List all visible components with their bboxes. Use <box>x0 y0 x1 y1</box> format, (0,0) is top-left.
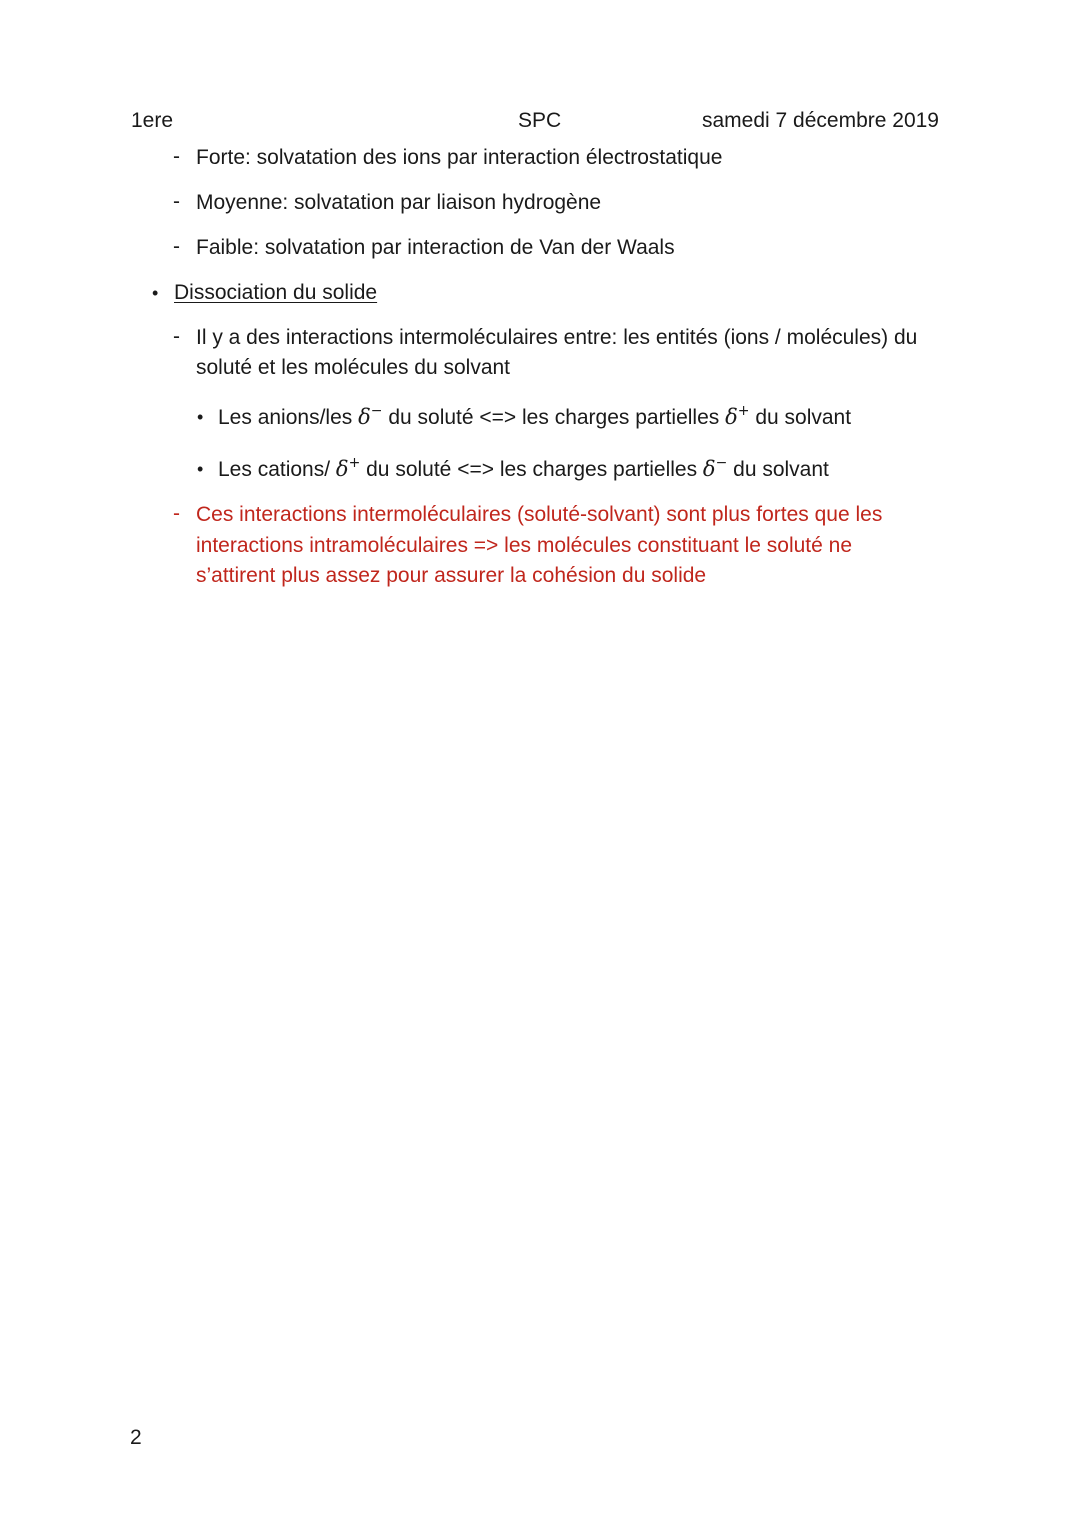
solvation-weak: Faible: solvatation par interaction de Van der Waals <box>196 236 675 259</box>
pair2-text-c: du solvant <box>727 458 829 481</box>
interaction-pair-cations <box>218 454 829 485</box>
bullet-marker: • <box>152 283 159 303</box>
solvation-strong: Forte: solvatation des ions par interaction électrostatique <box>196 146 723 169</box>
pair1-text-b: du soluté <=> les charges partielles <box>382 406 726 429</box>
pair2-text-b: du soluté <=> les charges partielles <box>360 458 703 481</box>
dash-marker: - <box>173 502 180 525</box>
conclusion-line-3: s’attirent plus assez pour assurer la cohésion du solide <box>196 564 707 587</box>
dash-marker: - <box>173 190 180 213</box>
conclusion-line-1: Ces interactions intermoléculaires (soluté-solvant) sont plus fortes que les <box>196 503 883 526</box>
dash-marker: - <box>173 235 180 258</box>
pair2-sup-2: − <box>715 455 728 471</box>
pair2-text-a: Les cations/ <box>218 458 336 481</box>
pair2-sup-1: + <box>348 455 361 471</box>
bullet-marker: • <box>197 459 204 479</box>
header-subject: SPC <box>518 109 562 132</box>
pair1-text-a: Les anions/les <box>218 406 359 429</box>
dash-marker: - <box>173 325 180 348</box>
pair1-delta-1: δ <box>358 405 371 429</box>
conclusion-line-2: interactions intramoléculaires => les molécules constituant le soluté ne <box>196 534 853 557</box>
pair1-delta-2: δ <box>725 405 738 429</box>
bullet-marker: • <box>197 407 204 427</box>
pair2-delta-2: δ <box>702 457 716 481</box>
pair1-text-c: du solvant <box>749 406 852 429</box>
page-number: 2 <box>130 1426 142 1449</box>
pair2-delta-1: δ <box>335 457 349 481</box>
solvation-medium: Moyenne: solvatation par liaison hydrogène <box>196 191 602 214</box>
pair1-sup-1: − <box>370 403 383 419</box>
intro-line-2: soluté et les molécules du solvant <box>196 356 511 379</box>
section-title-dissociation: Dissociation du solide <box>174 281 378 304</box>
dash-marker: - <box>173 145 180 168</box>
intro-line-1: Il y a des interactions intermoléculaires entre: les entités (ions / molécules) du <box>196 326 918 349</box>
interaction-pair-anions <box>218 402 851 433</box>
header-level: 1ere <box>131 109 174 132</box>
header-date: samedi 7 décembre 2019 <box>702 109 939 132</box>
pair1-sup-2: + <box>737 403 750 419</box>
